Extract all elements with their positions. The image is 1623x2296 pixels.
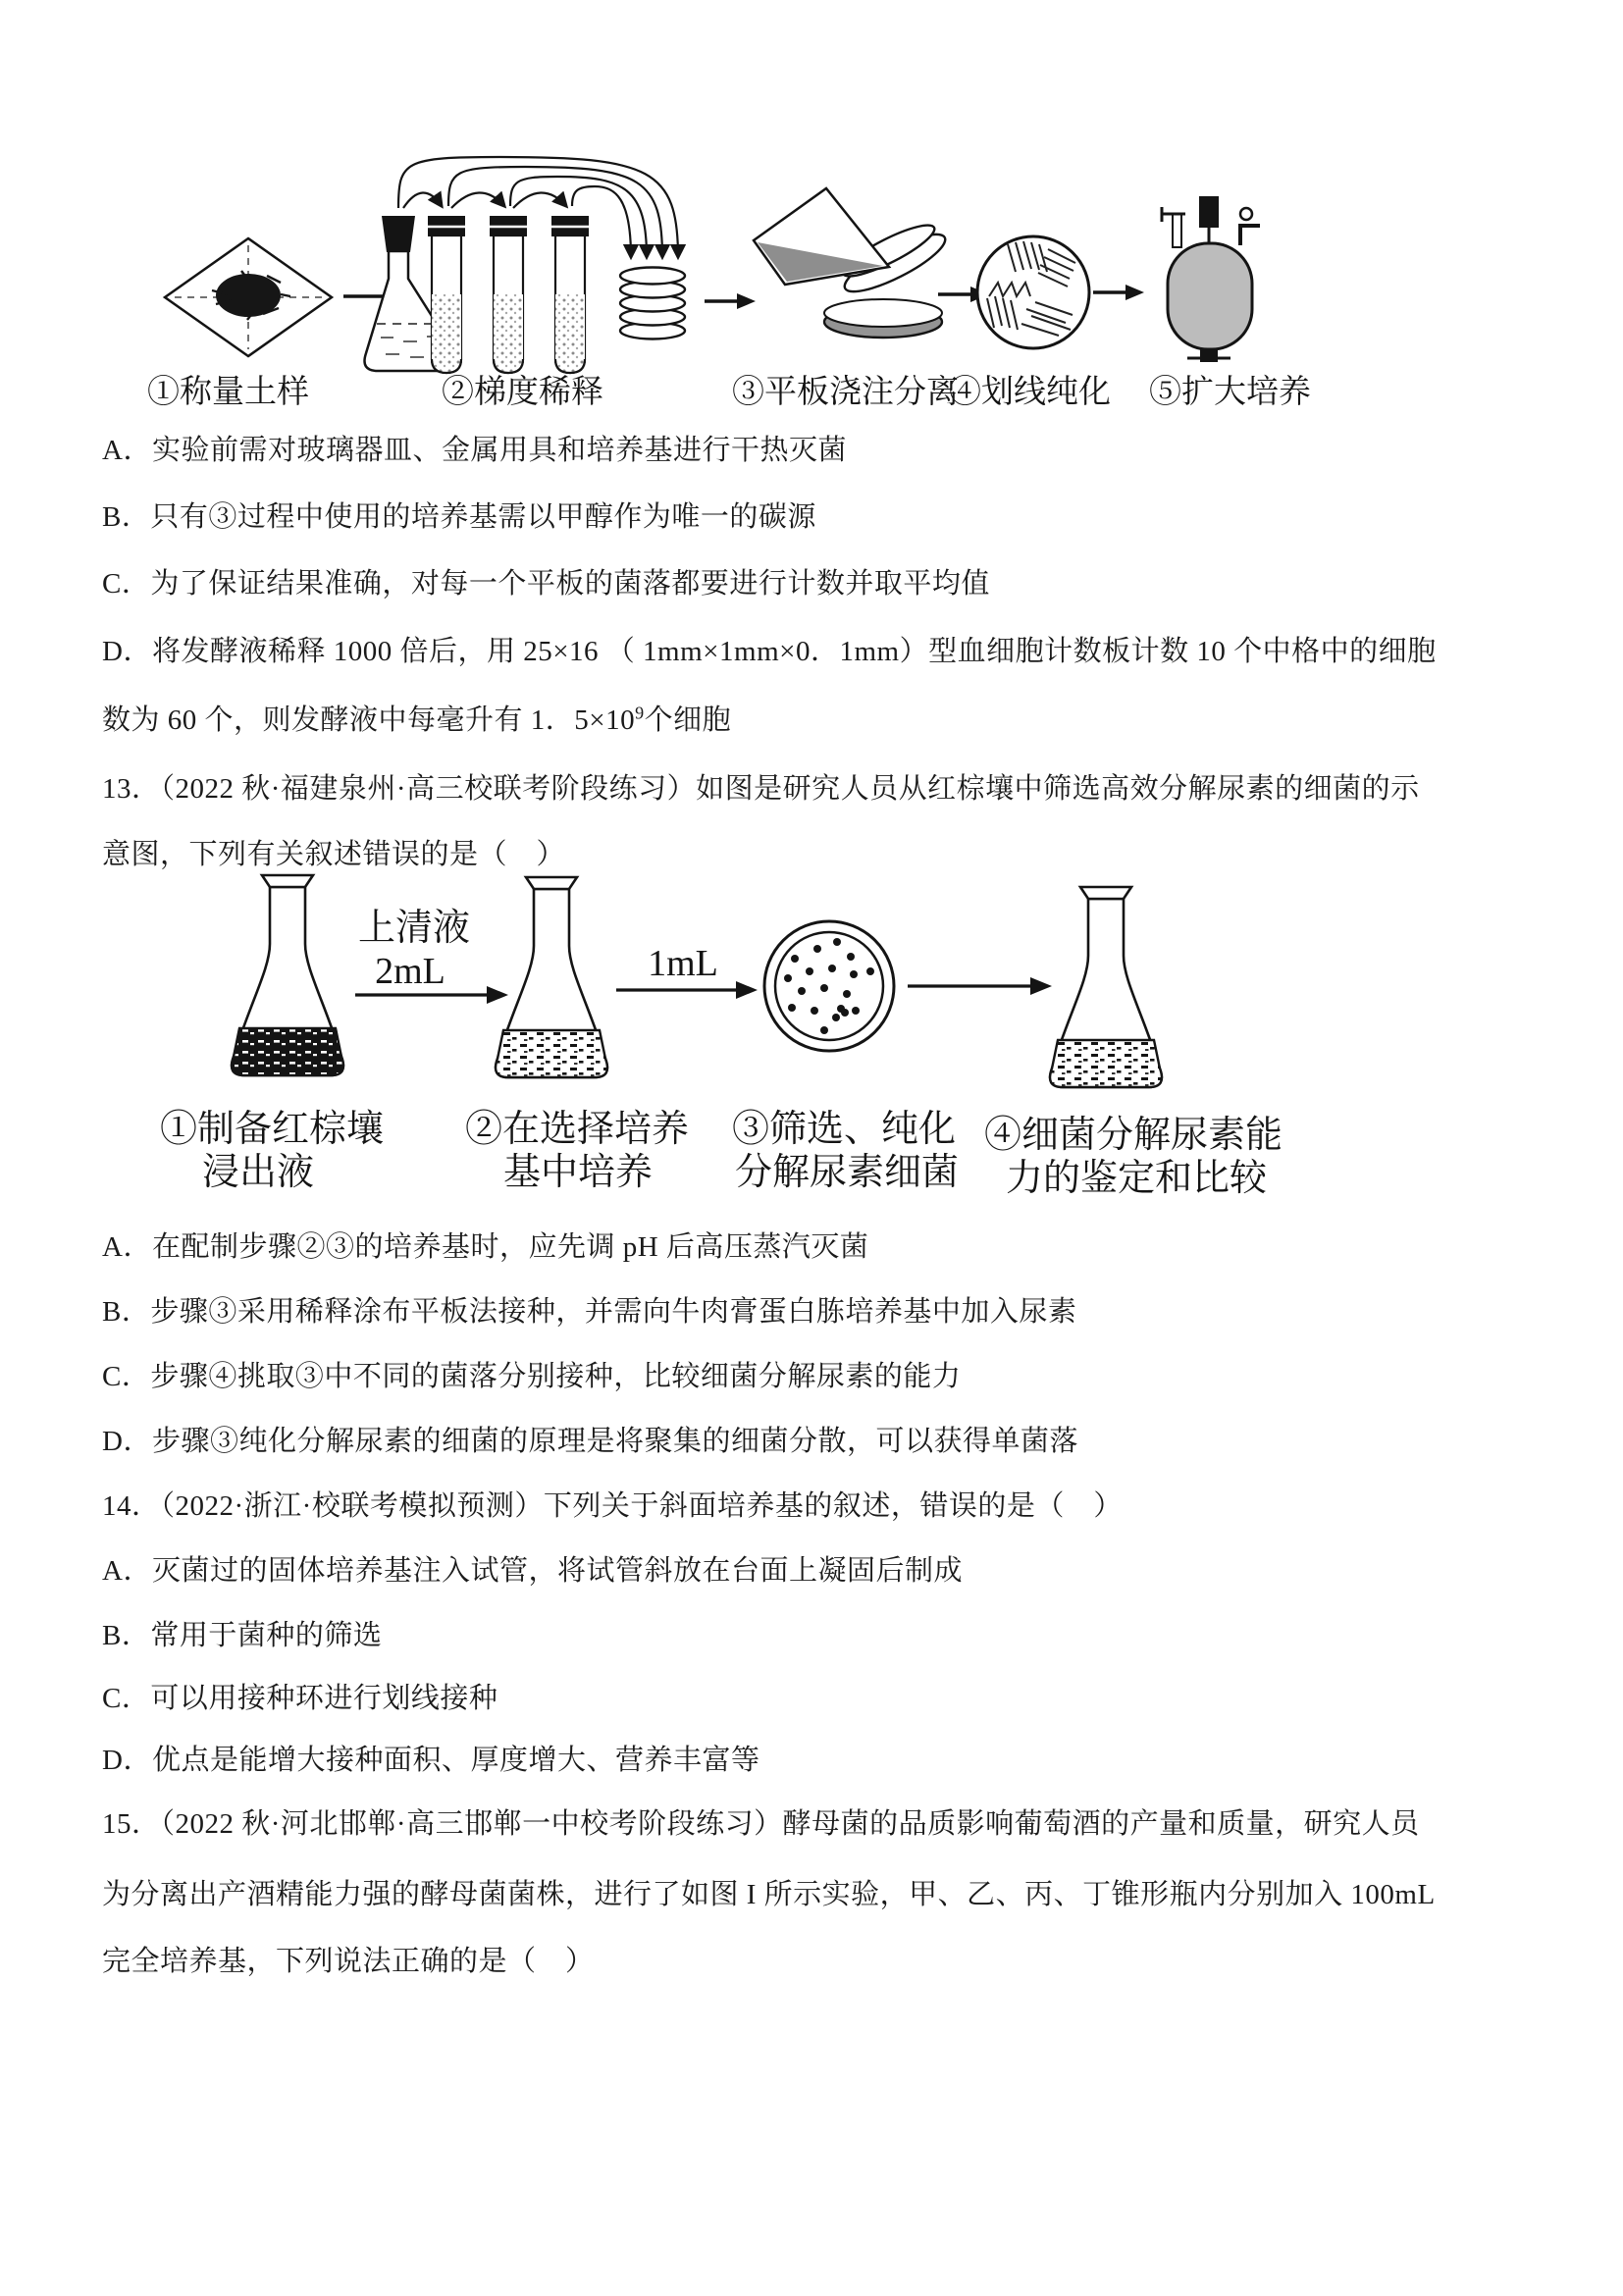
q14-option-d: D．优点是能增大接种面积、厚度增大、营养丰富等 — [102, 1745, 760, 1776]
dilution-plating-diagram — [98, 147, 1364, 417]
q14-option-a: A．灭菌过的固体培养基注入试管，将试管斜放在台面上凝固后制成 — [102, 1555, 963, 1587]
q14-stem: 14．（2022·浙江·校联考模拟预测）下列关于斜面培养基的叙述，错误的是（ ） — [102, 1490, 1123, 1522]
colony-plate-icon — [764, 921, 894, 1051]
diagram2-step2-line1: ②在选择培养 — [464, 1109, 690, 1150]
diagram2-step3-line1: ③筛选、纯化 — [731, 1109, 957, 1150]
q13-stem-line1: 13．（2022 秋·福建泉州·高三校联考阶段练习）如图是研究人员从红棕壤中筛选高效分解尿素的细菌的示 — [102, 773, 1420, 805]
flow-arrow-2 — [705, 293, 756, 309]
q13-stem-line2: 意图，下列有关叙述错误的是（ ） — [102, 839, 566, 870]
q12-option-d-exponent: 9 — [635, 703, 645, 723]
soil-sample-icon — [165, 238, 332, 356]
diagram1-step1-label: ①称量土样 — [147, 375, 309, 410]
q15-stem-line1: 15．（2022 秋·河北邯郸·高三邯郸一中校考阶段练习）酵母菌的品质影响葡萄酒的产量和质量，研究人员 — [102, 1808, 1420, 1840]
q12-option-d-line2-tail: 个细胞 — [644, 704, 732, 736]
diagram2-step4-line1: ④细菌分解尿素能 — [983, 1115, 1283, 1156]
q15-stem-line2: 为分离出产酒精能力强的酵母菌菌株，进行了如图 I 所示实验，甲、乙、丙、丁锥形瓶内分别加入 100mL — [102, 1879, 1436, 1910]
streak-plate-icon — [977, 236, 1089, 348]
comparison-flask-icon — [1050, 887, 1162, 1087]
diagram1-step3-label: ③平板浇注分离 — [732, 375, 959, 410]
q13-option-a: A．在配制步骤②③的培养基时，应先调 pH 后高压蒸汽灭菌 — [102, 1231, 869, 1263]
plate-stack-icon — [620, 268, 685, 339]
q13-option-c: C．步骤④挑取③中不同的菌落分别接种，比较细菌分解尿素的能力 — [102, 1361, 962, 1392]
q14-option-b: B．常用于菌种的筛选 — [102, 1620, 383, 1651]
flow-arrow-4 — [1093, 285, 1144, 300]
q13-option-d: D．步骤③纯化分解尿素的细菌的原理是将聚集的细菌分散，可以获得单菌落 — [102, 1426, 1078, 1457]
q15-stem-line3: 完全培养基，下列说法正确的是（ ） — [102, 1946, 595, 1977]
q12-option-b: B．只有③过程中使用的培养基需以甲醇作为唯一的碳源 — [102, 501, 816, 533]
dilution-tubes-icon — [428, 216, 589, 373]
q12-option-c: C．为了保证结果准确，对每一个平板的菌落都要进行计数并取平均值 — [102, 568, 990, 600]
selective-medium-flask-icon — [496, 877, 607, 1077]
extract-flask-icon — [232, 875, 343, 1075]
pour-plate-icon — [754, 188, 952, 338]
urea-bacteria-screening-diagram — [98, 865, 1413, 1199]
transfer-arcs — [403, 192, 566, 208]
diagram1-step5-label: ⑤扩大培养 — [1149, 375, 1311, 410]
transfer-arrow-1 — [355, 908, 508, 1004]
q13-option-b: B．步骤③采用稀释涂布平板法接种，并需向牛肉膏蛋白胨培养基中加入尿素 — [102, 1296, 1077, 1328]
fermenter-tank-icon — [1162, 196, 1260, 362]
diagram2-step4-line2: 力的鉴定和比较 — [1005, 1158, 1268, 1199]
diagram1-step2-label: ②梯度稀释 — [442, 375, 603, 410]
q14-option-c: C．可以用接种环进行划线接种 — [102, 1683, 498, 1714]
diagram2-step1-line2: 浸出液 — [201, 1152, 315, 1193]
volume-1ml-label: 1mL — [648, 943, 718, 984]
diagram2-step1-line1: ①制备红棕壤 — [159, 1109, 385, 1150]
volume-2ml-label: 2mL — [375, 951, 445, 992]
q12-option-a: A．实验前需对玻璃器皿、金属用具和培养基进行干热灭菌 — [102, 435, 847, 466]
diagram2-step3-line2: 分解尿素细菌 — [734, 1152, 960, 1193]
transfer-arrow-2 — [616, 943, 758, 999]
supernatant-label: 上清液 — [357, 908, 471, 949]
diagram2-step2-line2: 基中培养 — [502, 1152, 654, 1193]
q12-option-d-line1: D．将发酵液稀释 1000 倍后，用 25×16 （ 1mm×1mm×0．1mm）型血细胞计数板计数 10 个中格中的细胞 — [102, 636, 1437, 667]
q12-option-d-line2 — [102, 702, 1535, 739]
q12-option-d-line2-text: 数为 60 个，则发酵液中每毫升有 1．5×10 — [102, 704, 636, 736]
transfer-arrow-3 — [908, 977, 1052, 995]
diagram1-step4-label: ④划线纯化 — [949, 375, 1111, 410]
